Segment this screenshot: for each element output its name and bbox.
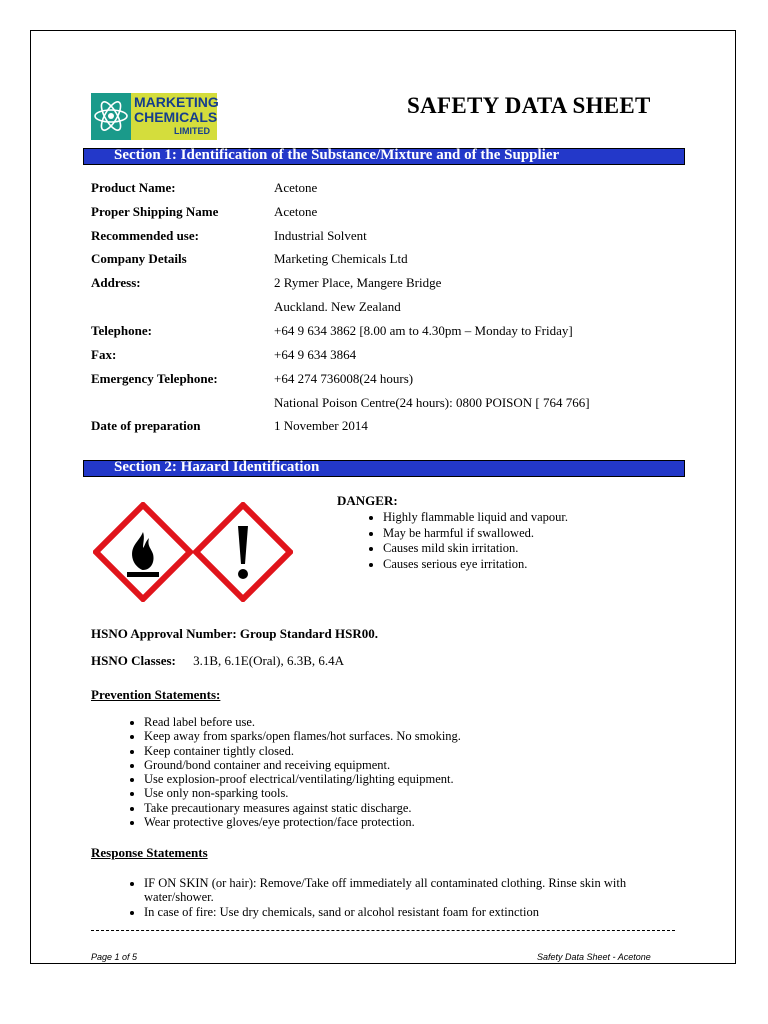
list-item: • Wear protective gloves/eye protection/face protection.: [144, 815, 461, 829]
info-value: +64 9 634 3862 [8.00 am to 4.30pm – Monday to Friday]: [274, 323, 573, 338]
hsno-classes-value: 3.1B, 6.1E(Oral), 6.3B, 6.4A: [193, 653, 345, 668]
list-item: • Causes serious eye irritation.: [383, 557, 568, 573]
info-label: Proper Shipping Name: [91, 204, 219, 219]
info-value: Acetone: [274, 204, 318, 219]
list-item: • Read label before use.: [144, 715, 461, 729]
info-value: 2 Rymer Place, Mangere Bridge: [274, 275, 442, 290]
section-1-header: [83, 148, 685, 165]
document-title: SAFETY DATA SHEET: [407, 93, 651, 118]
logo-line-3: LIMITED: [174, 126, 210, 136]
info-value: +64 274 736008(24 hours): [274, 371, 414, 386]
info-value: +64 9 634 3864: [274, 347, 357, 362]
info-label: Recommended use:: [91, 228, 199, 243]
info-label: Product Name:: [91, 180, 176, 195]
info-value: 1 November 2014: [274, 418, 368, 433]
list-item: • Keep away from sparks/open flames/hot surfaces. No smoking.: [144, 729, 461, 743]
info-value: Acetone: [274, 180, 318, 195]
section-2-title: Section 2: Hazard Identification: [114, 459, 320, 475]
flame-pictogram: [96, 505, 190, 599]
list-item: • IF ON SKIN (or hair): Remove/Take off immediately all contaminated clothing. Rinse skin with water/shower.: [144, 876, 664, 905]
info-value: National Poison Centre(24 hours): 0800 POISON [ 764 766]: [274, 395, 590, 410]
danger-heading: DANGER:: [337, 493, 398, 508]
section-2-header: [83, 460, 685, 477]
info-label: Company Details: [91, 251, 187, 266]
footer-divider: [91, 930, 675, 931]
hsno-approval-number: HSNO Approval Number: Group Standard HSR00.: [91, 626, 379, 641]
ghs-pictograms: [93, 502, 293, 602]
list-item: • Causes mild skin irritation.: [383, 541, 568, 557]
response-heading: Response Statements: [91, 845, 208, 860]
list-item: • Use explosion-proof electrical/ventilating/lighting equipment.: [144, 772, 461, 786]
atom-icon: [91, 93, 131, 140]
danger-list: [357, 510, 568, 572]
hsno-classes: [91, 653, 344, 669]
prevention-list: [118, 715, 461, 829]
info-label: Address:: [91, 275, 141, 290]
info-value: Auckland. New Zealand: [274, 299, 401, 314]
info-label: Emergency Telephone:: [91, 371, 218, 386]
list-item: • In case of fire: Use dry chemicals, sand or alcohol resistant foam for extinction: [144, 905, 664, 919]
list-item: • Highly flammable liquid and vapour.: [383, 510, 568, 526]
exclamation-pictogram: [196, 505, 290, 599]
response-list: [118, 876, 664, 919]
footer-document-name: Safety Data Sheet - Acetone: [537, 952, 651, 962]
page-number: Page 1 of 5: [91, 952, 138, 962]
info-label: Telephone:: [91, 323, 152, 338]
info-label: Fax:: [91, 347, 117, 362]
list-item: • Ground/bond container and receiving equipment.: [144, 758, 461, 772]
info-value: Marketing Chemicals Ltd: [274, 251, 408, 266]
list-item: • Take precautionary measures against static discharge.: [144, 801, 461, 815]
prevention-heading: Prevention Statements:: [91, 687, 221, 702]
logo-line-1: MARKETING: [134, 94, 219, 110]
logo-line-2: CHEMICALS: [134, 109, 218, 125]
info-value: Industrial Solvent: [274, 228, 367, 243]
list-item: • May be harmful if swallowed.: [383, 526, 568, 542]
hsno-classes-label: HSNO Classes:: [91, 653, 176, 668]
list-item: • Keep container tightly closed.: [144, 744, 461, 758]
list-item: • Use only non-sparking tools.: [144, 786, 461, 800]
company-logo: [91, 93, 217, 140]
section-1-title: Section 1: Identification of the Substance/Mixture and of the Supplier: [114, 147, 560, 163]
pictogram-row: [93, 502, 293, 602]
info-label: Date of preparation: [91, 418, 201, 433]
